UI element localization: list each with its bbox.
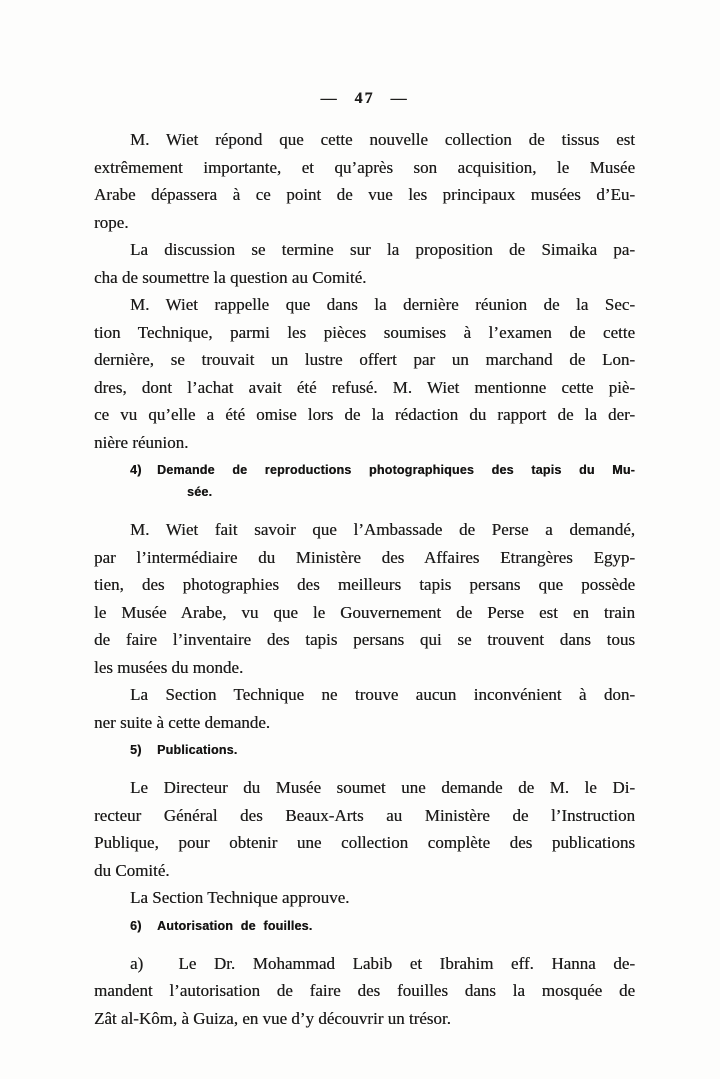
paragraph [94, 774, 635, 884]
section-heading-6 [130, 915, 635, 937]
text-line: nière réunion. [94, 432, 189, 452]
text-line: recteur Général des Beaux-Arts au Ministère de l’Instruction [94, 805, 635, 825]
text-line: de faire l’inventaire des tapis persans qui se trouvent dans tous [94, 630, 635, 649]
text-line: La Section Technique ne trouve aucun inconvénient à don- [130, 685, 635, 704]
heading-text: Demande de reproductions photographiques des tapis du Mu- [157, 463, 635, 477]
paragraph [94, 681, 635, 736]
text-line: La discussion se termine sur la proposition de Simaika pa- [130, 240, 635, 259]
text-line: par l’intermédiaire du Ministère des Affaires Etrangères Egyp- [94, 547, 635, 567]
heading-number: 5) [130, 743, 142, 757]
heading-line [130, 915, 635, 937]
text-line: cha de soumettre la question au Comité. [94, 267, 367, 287]
section-heading-4 [130, 459, 635, 503]
text-line: Le Directeur du Musée soumet une demande de M. le Di- [130, 778, 635, 797]
heading-text-continuation: sée. [187, 485, 213, 499]
text-line: dernière, se trouvait un lustre offert par un marchand de Lon- [94, 350, 635, 369]
text-line: Zât al-Kôm, à Guiza, en vue d’y découvrir un trésor. [94, 1008, 451, 1028]
paragraph [94, 516, 635, 681]
heading-text: Autorisation de fouilles. [157, 918, 313, 933]
paragraph [94, 126, 635, 236]
text-line: tion Technique, parmi les pièces soumises à l’examen de cette [94, 322, 635, 342]
text-line: rope. [94, 212, 129, 232]
heading-line [130, 459, 635, 481]
text-line: Publique, pour obtenir une collection complète des publications [94, 833, 635, 852]
paragraph [94, 950, 635, 1033]
text-line: Arabe dépassera à ce point de vue les principaux musées d’Eu- [94, 185, 635, 204]
text-line: ner suite à cette demande. [94, 712, 271, 732]
text-line: mandent l’autorisation de faire des fouilles dans la mosquée de [94, 981, 635, 1000]
heading-text: Publications. [157, 743, 238, 757]
text-line: ce vu qu’elle a été omise lors de la rédaction du rapport de la der- [94, 405, 635, 424]
text-line: M. Wiet fait savoir que l’Ambassade de Perse a demandé, [130, 520, 635, 539]
paragraph [94, 884, 635, 912]
heading-number: 6) [130, 918, 142, 933]
text-line: les musées du monde. [94, 657, 244, 677]
text-line: M. Wiet répond que cette nouvelle collection de tissus est [130, 130, 635, 149]
text-line: dres, dont l’achat avait été refusé. M. Wiet mentionne cette piè- [94, 377, 635, 397]
text-line: M. Wiet rappelle que dans la dernière réunion de la Sec- [130, 295, 635, 314]
paragraph [94, 236, 635, 291]
text-line: le Musée Arabe, vu que le Gouvernement de Perse est en train [94, 602, 635, 622]
heading-number: 4) [130, 463, 142, 477]
text-line: du Comité. [94, 860, 170, 880]
paragraph [94, 291, 635, 456]
text-line: extrêmement importante, et qu’après son acquisition, le Musée [94, 157, 635, 177]
page-number: — 47 — [320, 90, 409, 107]
text-line: tien, des photographies des meilleurs tapis persans que possède [94, 575, 635, 594]
heading-line [130, 739, 635, 761]
text-line: a) Le Dr. Mohammad Labib et Ibrahim eff. Hanna de- [130, 953, 635, 973]
text-column [94, 90, 635, 1032]
section-heading-5 [130, 739, 635, 761]
text-line: La Section Technique approuve. [130, 888, 350, 907]
